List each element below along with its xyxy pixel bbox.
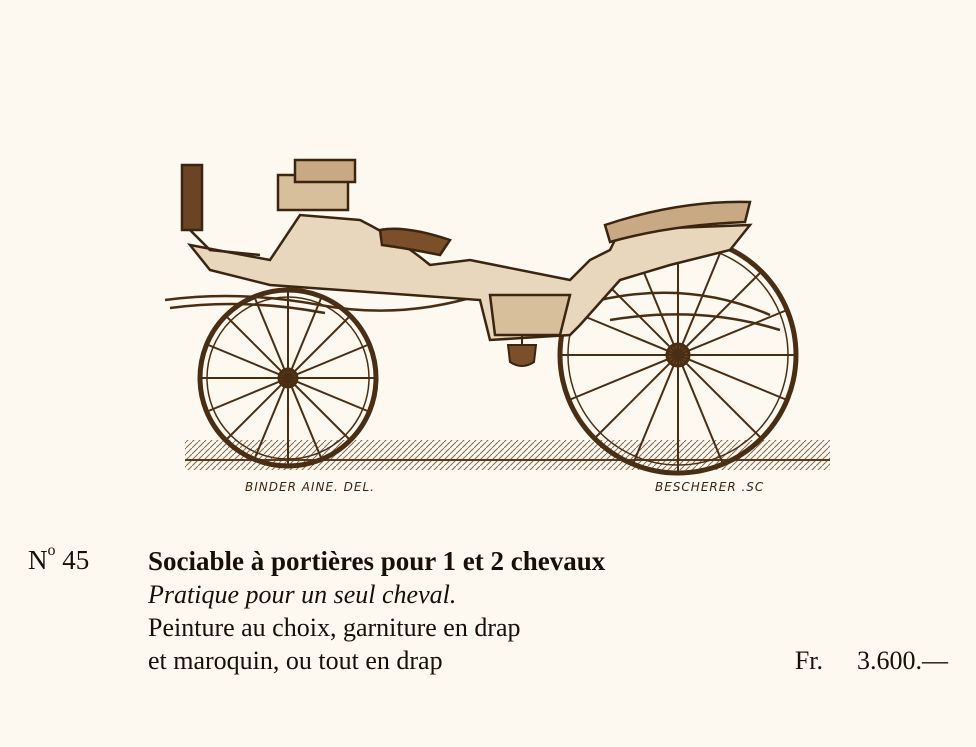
entry-subtitle: Pratique pour un seul cheval. (148, 580, 457, 609)
entry-description-line2: et maroquin, ou tout en drap (148, 646, 443, 675)
price-row (148, 644, 968, 677)
front-wheel (200, 290, 376, 466)
price-label: Fr. (794, 646, 823, 675)
catalog-number-sup: o (47, 542, 56, 559)
entry-title: Sociable à portières pour 1 et 2 chevaux (148, 546, 606, 576)
engraver-credit: BESCHERER .SC (655, 480, 765, 494)
carriage-body (190, 202, 750, 340)
catalog-number (28, 542, 90, 576)
catalog-number-value: 45 (62, 545, 90, 575)
price-value: 3.600.— (857, 646, 948, 675)
catalog-entry (148, 545, 968, 677)
illustrator-credit: BINDER AINE. DEL. (245, 480, 375, 494)
entry-description-line1: Peinture au choix, garniture en drap (148, 613, 521, 642)
catalog-number-prefix: N (28, 545, 48, 575)
carriage-illustration (150, 130, 840, 500)
